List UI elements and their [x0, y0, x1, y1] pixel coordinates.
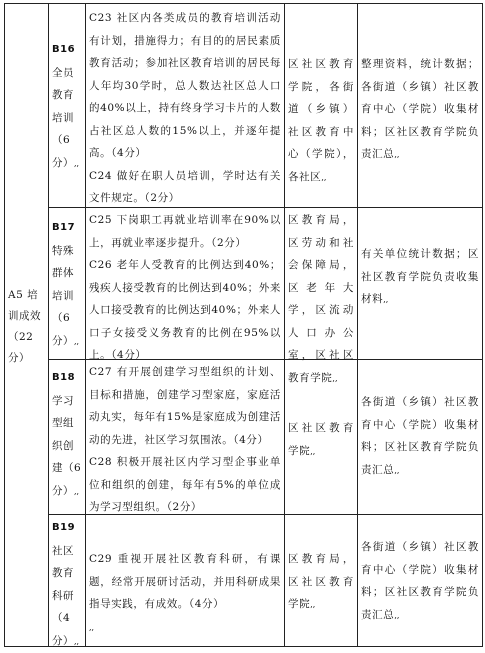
agency-cell: 区教育局，区劳动和社会保障局，区老年大学，区流动人口办公室，区社区教育学院,,: [288, 214, 354, 384]
source-cell: 各街道（乡镇）社区教育中心（学院）收集材料；区社区教育学院负责汇总,,: [361, 396, 479, 476]
item-cell: B16 全员教育培训（6分）,,: [52, 39, 82, 175]
criterion-text: C29 重视开展社区教育科研，有课题，经常开展研讨活动，并用科研成果指导实践，有成效。（4分）: [89, 553, 281, 610]
agency-text: 区教育局，区社区教育学院: [288, 553, 354, 610]
criterion-text: C25 下岗职工再就业培训率在90%以上，再就业率逐步提升。（2分）: [89, 214, 281, 249]
item-code: B16: [52, 44, 76, 55]
criteria-cell: [89, 361, 281, 519]
source-text: 有关单位统计数据；区社区教育学院负责收集材料: [361, 248, 479, 305]
column-divider: [85, 3, 86, 647]
item-cell: B19 社区教育科研（4分）,,: [52, 517, 82, 653]
agency-text: 区社区教育学院: [288, 422, 354, 457]
criterion-text: C27 有开展创建学习型组织的计划、目标和措施，创建学习型家庭，家庭活动丸实，每年有15%是家庭成为创建活动的先进，社区学习氛围浓。（4分）: [89, 366, 281, 446]
source-text: 整理资料，统计数据；各街道（乡镇）社区教育中心（学院）收集材料；区社区教育学院负责汇总: [361, 58, 479, 160]
item-code: B18: [52, 372, 76, 383]
criterion-text: C23 社区内各类成员的教育培训活动有计划，措施得力；有目的的居民素质教育活动；参加社区教育培训的居民每人年均30学时，总人数达社区总人口的40%以上，持有终身学习卡片的人数占社区总人数的15%以上，并逐年提高。（4分）: [89, 12, 281, 159]
item-cell: B18 学习型组织创建（6分）,,: [52, 367, 82, 503]
criterion-text: C24 做好在职人员培训，学时达有关文件规定。（2分）: [89, 169, 281, 204]
item-cell: B17 特殊群体培训（6分）,,: [52, 217, 82, 353]
criteria-cell: C29 重视开展社区教育科研，有课题，经常开展研讨活动，并用科研成果指导实践，有成效。（4分） ,,: [89, 548, 281, 639]
criteria-cell: [89, 209, 281, 367]
source-cell: 有关单位统计数据；区社区教育学院负责收集材料,,: [361, 248, 479, 305]
item-name: 学习型组织创建（6分）: [52, 394, 82, 497]
source-cell: 各街道（乡镇）社区教育中心（学院）收集材料；区社区教育学院负责汇总,,: [361, 541, 479, 621]
evaluation-table: [4, 3, 483, 647]
item-name: 全员教育培训（6分）: [52, 66, 74, 169]
criterion-text: C28 积极开展社区内学习型企事业单位和组织的创建，每年有5%的单位成为学习型组织。（2分）: [89, 456, 281, 513]
column-divider: [284, 3, 285, 647]
agency-cell: 区社区教育学院,,: [288, 422, 354, 457]
table-border-top: [5, 3, 482, 4]
column-divider: [48, 3, 49, 647]
agency-cell: 区教育局，区社区教育学院,,: [288, 553, 354, 610]
agency-text: 区教育局，区劳动和社会保障局，区老年大学，区流动人口办公室，区社区教育学院: [288, 214, 354, 384]
agency-cell: 区社区教育学院，各街道（乡镇）社区教育中心（学院），各社区,,: [288, 58, 354, 183]
agency-text: 区社区教育学院，各街道（乡镇）社区教育中心（学院），各社区: [288, 58, 354, 183]
item-code: B17: [52, 222, 76, 233]
source-cell: 整理资料，统计数据；各街道（乡镇）社区教育中心（学院）收集材料；区社区教育学院负责汇总,,: [361, 58, 479, 160]
criteria-cell: [89, 7, 281, 210]
category-label: A5 培训成效（22分）: [8, 289, 41, 364]
item-name: 特殊群体培训（6分）: [52, 244, 74, 347]
criterion-text: C26 老年人受教育的比例达到40%；残疾人接受教育的比例达到40%；外来人口接受教育的比例达到40%；外来人口子女接受义务教育的比例在95%以上。（4分）: [89, 259, 281, 361]
category-cell: [8, 285, 45, 369]
column-divider: [357, 3, 358, 647]
source-text: 各街道（乡镇）社区教育中心（学院）收集材料；区社区教育学院负责汇总: [361, 396, 479, 476]
item-code: B19: [52, 522, 76, 533]
source-text: 各街道（乡镇）社区教育中心（学院）收集材料；区社区教育学院负责汇总: [361, 541, 479, 621]
item-name: 社区教育科研（4分）: [52, 544, 74, 647]
